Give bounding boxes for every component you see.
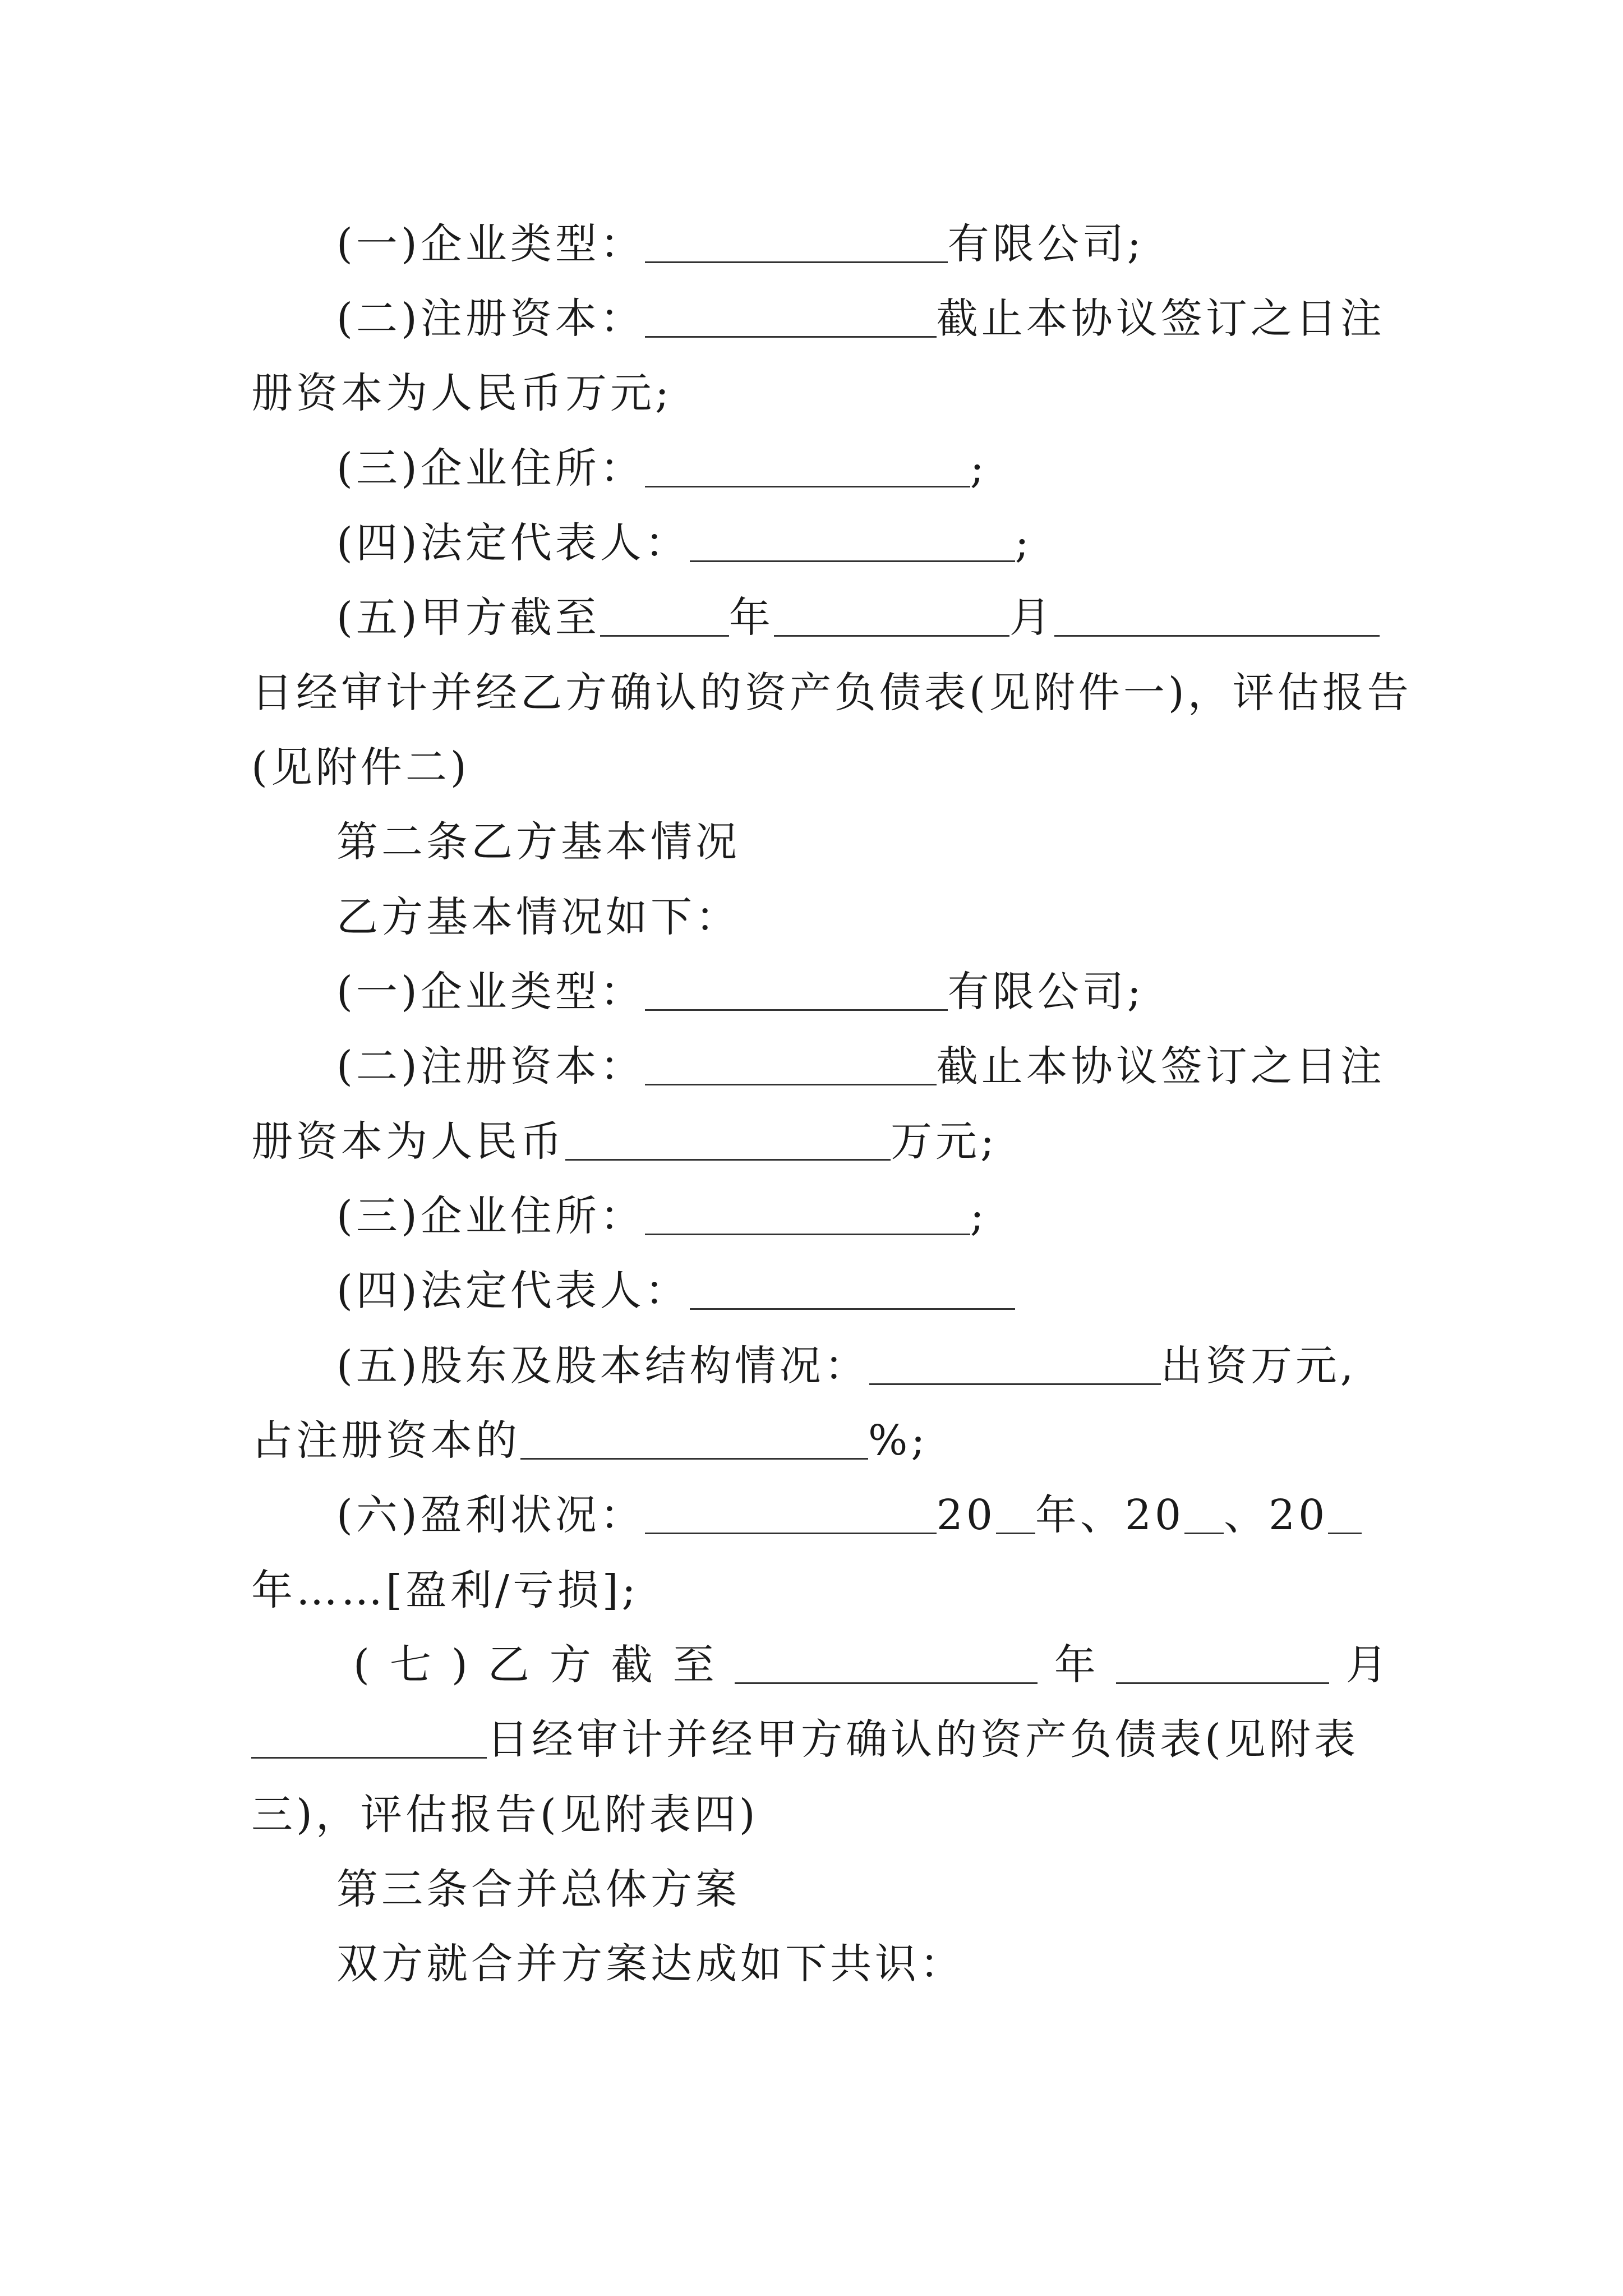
heading: 第三条合并总体方案	[336, 1865, 740, 1913]
text: 截止本协议签订之日注	[936, 295, 1385, 343]
blank-year-1[interactable]	[996, 1484, 1035, 1534]
blank-day[interactable]	[1054, 587, 1380, 637]
text: 出资万元,	[1160, 1342, 1357, 1390]
party-b-legal-representative	[336, 1260, 1015, 1322]
text: 万元;	[891, 1117, 998, 1166]
consensus-intro	[336, 1933, 965, 1995]
party-b-share-ratio	[251, 1410, 928, 1471]
text: 有限公司;	[947, 968, 1145, 1016]
label: (五)甲方截至	[336, 593, 600, 642]
blank-year-3[interactable]	[1328, 1484, 1362, 1534]
text: 三)，评估报告(见附表四)	[251, 1791, 759, 1839]
text: ;	[970, 1192, 988, 1240]
blank-field[interactable]	[645, 961, 948, 1011]
blank-field[interactable]	[690, 512, 1015, 562]
label: (二)注册资本：	[336, 1042, 645, 1091]
text: 占注册资本的	[251, 1416, 520, 1465]
text: (见附件二)	[251, 743, 470, 792]
text: 月	[1009, 593, 1054, 642]
blank-year[interactable]	[735, 1634, 1038, 1684]
blank-year[interactable]	[600, 587, 729, 637]
blank-field[interactable]	[645, 1036, 937, 1085]
blank-field[interactable]	[520, 1410, 868, 1460]
label: (六)盈利状况：	[336, 1491, 645, 1539]
party-b-intro	[336, 886, 740, 948]
party-a-legal-representative	[336, 512, 1032, 574]
blank-field[interactable]	[645, 438, 970, 487]
label: (四)法定代表人：	[336, 1267, 690, 1315]
party-b-audit-date	[353, 1634, 1408, 1696]
blank-field[interactable]	[645, 288, 937, 338]
label: (三)企业住所：	[336, 1192, 645, 1240]
party-b-profitability	[336, 1484, 1362, 1546]
text: 年	[1054, 1641, 1116, 1689]
blank-field[interactable]	[869, 1335, 1161, 1385]
text: 20	[936, 1491, 996, 1539]
text: %;	[868, 1416, 929, 1465]
heading: 第二条乙方基本情况	[336, 818, 740, 866]
text: 双方就合并方案达成如下共识：	[336, 1940, 965, 1988]
article-3-heading	[336, 1858, 740, 1920]
party-b-registered-capital	[336, 1036, 1385, 1097]
blank-day[interactable]	[251, 1709, 487, 1759]
blank-field[interactable]	[645, 1185, 970, 1235]
text: 月	[1345, 1641, 1408, 1689]
text: 日经审计并经甲方确认的资产负债表(见附表	[487, 1715, 1359, 1764]
blank-field[interactable]	[645, 1484, 937, 1534]
blank-month[interactable]	[1116, 1634, 1329, 1684]
label: (三)企业住所：	[336, 444, 645, 493]
text: 日经审计并经乙方确认的资产负债表(见附件一)，评估报告	[251, 669, 1412, 717]
text: 截止本协议签订之日注	[936, 1042, 1385, 1091]
text: 年……[盈利/亏损];	[251, 1566, 639, 1614]
blank-year-2[interactable]	[1184, 1484, 1224, 1534]
label: (五)股东及股本结构情况：	[336, 1342, 869, 1390]
blank-field[interactable]	[565, 1111, 891, 1161]
party-b-address	[336, 1185, 988, 1247]
party-a-company-type	[336, 213, 1145, 275]
party-a-attachment-ref	[251, 737, 470, 798]
text: 册资本为人民币	[251, 1117, 565, 1166]
text: 乙方基本情况如下：	[336, 893, 740, 941]
text: 年、20	[1035, 1491, 1185, 1539]
party-b-profit-continuation	[251, 1559, 639, 1621]
label: (七)乙方截至	[353, 1641, 735, 1689]
text: 册资本为人民币万元;	[251, 369, 672, 417]
label: (一)企业类型：	[336, 220, 645, 268]
text: 有限公司;	[947, 220, 1145, 268]
party-b-audit-continuation	[251, 1709, 1359, 1770]
party-a-capital-continuation	[251, 362, 672, 424]
label: (四)法定代表人：	[336, 519, 690, 567]
party-a-audit-continuation	[251, 662, 1412, 724]
party-b-attachment-ref	[251, 1784, 759, 1846]
label: (二)注册资本：	[336, 295, 645, 343]
article-2-heading	[336, 811, 740, 873]
party-b-shareholders	[336, 1335, 1357, 1397]
text: 年	[728, 593, 774, 642]
party-a-audit-date	[336, 587, 1380, 648]
text: ;	[970, 444, 988, 493]
blank-field[interactable]	[645, 213, 948, 263]
party-b-capital-continuation	[251, 1111, 998, 1172]
blank-field[interactable]	[690, 1260, 1015, 1310]
label: (一)企业类型：	[336, 968, 645, 1016]
party-b-company-type	[336, 961, 1145, 1023]
party-a-address	[336, 438, 988, 499]
party-a-registered-capital	[336, 288, 1385, 349]
text: 、20	[1224, 1491, 1329, 1539]
text: ;	[1015, 519, 1032, 567]
blank-month[interactable]	[774, 587, 1009, 637]
